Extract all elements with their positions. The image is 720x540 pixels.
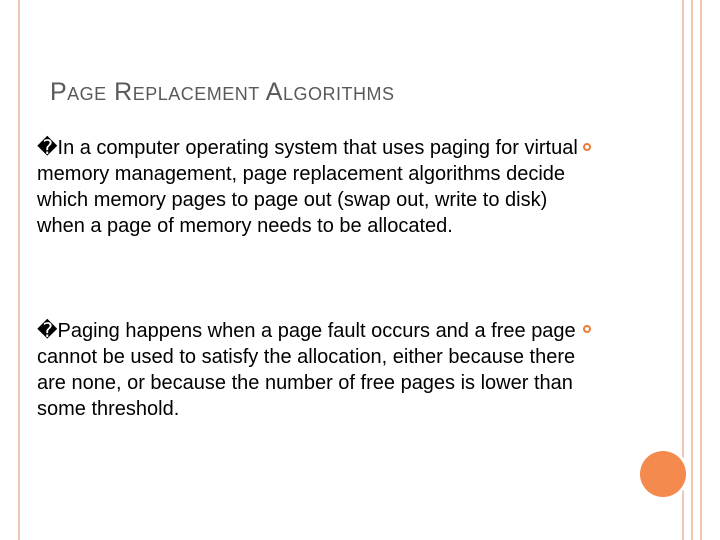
right-border-line bbox=[691, 0, 693, 540]
bullet-item bbox=[37, 318, 597, 422]
bullet-circle-icon bbox=[583, 143, 591, 151]
right-border-line bbox=[700, 0, 702, 540]
bullet-text: Paging happens when a page fault occurs and a free page cannot be used to satisfy the allocation, either because there are none, or because the number of free pages is lower than some threshold. bbox=[37, 320, 576, 420]
bullet-text: In a computer operating system that uses paging for virtual memory management, page replacement algorithms decide which memory pages to page out (swap out, write to disk) when a page of memory needs to be allocated. bbox=[37, 137, 578, 237]
left-border-line bbox=[18, 0, 20, 540]
slide-title: Page Replacement Algorithms bbox=[50, 78, 395, 106]
bullet-circle-icon bbox=[583, 325, 591, 333]
right-border-line bbox=[682, 0, 684, 540]
bullet-item bbox=[37, 135, 597, 239]
bullet-glyph: � bbox=[37, 137, 58, 159]
bullet-glyph: � bbox=[37, 320, 58, 342]
decorative-circle bbox=[640, 451, 686, 497]
